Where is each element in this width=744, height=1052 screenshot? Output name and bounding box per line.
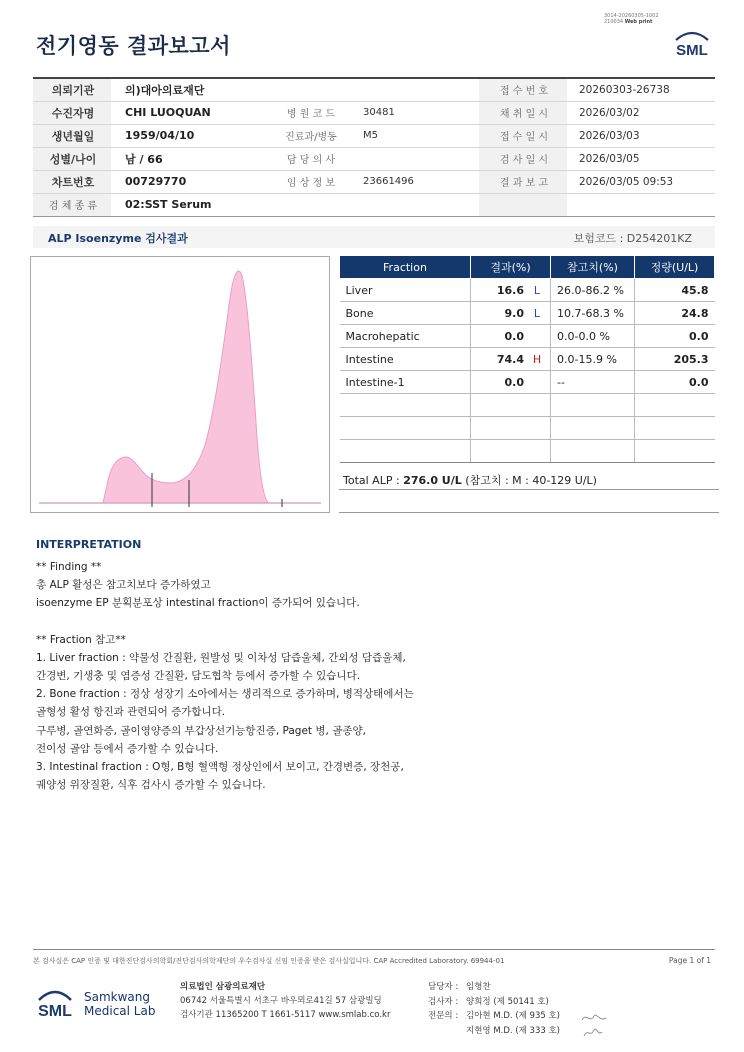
- fraction-name: Intestine: [340, 348, 471, 371]
- interpretation-line: 골형성 활성 항진과 관련되어 증가합니다.: [36, 706, 226, 719]
- info-label: 차트번호: [33, 170, 111, 193]
- info-value-3: [567, 193, 715, 216]
- info-row: [33, 170, 715, 193]
- info-label-3: [479, 193, 567, 216]
- fraction-reference: [551, 394, 635, 417]
- staff-role: 검사자 :: [428, 996, 459, 1007]
- table-row: [340, 279, 715, 302]
- info-label-2: 진료과/병동: [267, 124, 353, 147]
- interpretation-line: 궤양성 위장질환, 식후 검사시 증가할 수 있습니다.: [36, 779, 266, 792]
- total-alp: [343, 472, 597, 488]
- info-value-3: 2026/03/02: [567, 101, 715, 124]
- interpretation-line: 2. Bone fraction : 정상 성장기 소아에서는 생리적으로 증가하며, 병적상태에서는: [36, 688, 414, 701]
- lab-brand: [84, 990, 155, 1018]
- info-value-2: [353, 147, 479, 170]
- fraction-result: [471, 440, 551, 463]
- fraction-quantity: [635, 394, 715, 417]
- fraction-reference: [551, 440, 635, 463]
- result-value: 16.6: [496, 283, 524, 297]
- info-row: [33, 78, 715, 101]
- fraction-reference: 10.7-68.3 %: [551, 302, 635, 325]
- org-info: [180, 980, 390, 1022]
- info-value-2: [353, 193, 479, 216]
- info-label-2: [267, 78, 353, 101]
- patient-info-table: [33, 77, 715, 217]
- info-value-2: M5: [353, 124, 479, 147]
- fraction-result: [471, 279, 551, 302]
- info-label-3: 검 사 일 시: [479, 147, 567, 170]
- info-label: 생년월일: [33, 124, 111, 147]
- info-row: [33, 101, 715, 124]
- footer-divider: [33, 949, 715, 950]
- fraction-name: [340, 394, 471, 417]
- interpretation-line: ** Fraction 참고**: [36, 633, 126, 646]
- sml-logo-icon: [672, 28, 712, 60]
- result-value: 9.0: [504, 306, 524, 320]
- staff-role: 전문의 :: [428, 1011, 459, 1021]
- total-alp-label: Total ALP :: [343, 474, 404, 487]
- sml-footer-logo-icon: [36, 984, 74, 1022]
- fraction-name: [340, 440, 471, 463]
- fraction-result: [471, 325, 551, 348]
- info-row: [33, 147, 715, 170]
- total-alp-value: 276.0 U/L: [403, 474, 462, 487]
- fraction-quantity: 24.8: [635, 302, 715, 325]
- signature-icon: [580, 1010, 610, 1040]
- fraction-result: [471, 348, 551, 371]
- interpretation-title: INTERPRETATION: [36, 538, 142, 551]
- staff-name: 임형찬: [466, 982, 491, 992]
- insurance-code: 보험코드 : D254201KZ: [573, 232, 692, 245]
- total-divider: [339, 489, 719, 490]
- interpretation-line: ** Finding **: [36, 561, 102, 573]
- fraction-reference: [551, 417, 635, 440]
- result-flag: L: [533, 306, 541, 320]
- org-contact: 검사기관 11365200 T 1661-5117 www.smlab.co.kr: [180, 1010, 391, 1020]
- info-label: 수진자명: [33, 101, 111, 124]
- fraction-result: [471, 417, 551, 440]
- densitogram-svg: [31, 257, 331, 514]
- fraction-reference: 0.0-0.0 %: [551, 325, 635, 348]
- info-value-3: 2026/03/03: [567, 124, 715, 147]
- result-value: 0.0: [504, 375, 524, 389]
- result-flag: H: [532, 352, 542, 366]
- interpretation-line: 전이성 골암 등에서 증가할 수 있습니다.: [36, 742, 219, 755]
- table-row: [340, 371, 715, 394]
- table-row: [340, 348, 715, 371]
- staff-list: [428, 980, 560, 1038]
- staff-name: 지현영 M.D. (제 333 호): [466, 1025, 561, 1036]
- info-label-2: 임 상 정 보: [267, 170, 353, 193]
- header-result: 결과(%): [471, 256, 551, 279]
- interpretation-line: isoenzyme EP 분획분포상 intestinal fraction이 증가되어 있습니다.: [36, 597, 360, 610]
- info-value-3: 20260303-26738: [567, 78, 715, 101]
- fraction-result: [471, 371, 551, 394]
- section-title: ALP Isoenzyme 검사결과: [48, 232, 188, 245]
- result-flag: L: [533, 283, 541, 297]
- info-value: 02:SST Serum: [111, 193, 267, 216]
- info-value: CHI LUOQUAN: [111, 101, 267, 124]
- info-value-2: [353, 78, 479, 101]
- brand-line1: Samkwang: [84, 990, 150, 1004]
- fraction-name: Macrohepatic: [340, 325, 471, 348]
- table-row: [340, 394, 715, 417]
- info-row: [33, 124, 715, 147]
- fraction-quantity: 0.0: [635, 371, 715, 394]
- fraction-name: [340, 417, 471, 440]
- fraction-reference: 26.0-86.2 %: [551, 279, 635, 302]
- table-row: [340, 440, 715, 463]
- table-row: [340, 325, 715, 348]
- fraction-name: Liver: [340, 279, 471, 302]
- fraction-quantity: 0.0: [635, 325, 715, 348]
- result-value: 74.4: [496, 352, 524, 366]
- staff-row: [428, 980, 560, 995]
- table-row: [340, 417, 715, 440]
- print-code-line2: 210034: [604, 19, 624, 25]
- report-title: 전기영동 결과보고서: [36, 34, 231, 58]
- info-label-2: 담 당 의 사: [267, 147, 353, 170]
- page-number: Page 1 of 1: [668, 956, 711, 965]
- result-value: 0.0: [504, 329, 524, 343]
- staff-role: 담당자 :: [428, 982, 459, 992]
- electrophoresis-chart: [30, 256, 330, 513]
- fraction-name: Intestine-1: [340, 371, 471, 394]
- info-label: 검 체 종 류: [33, 193, 111, 216]
- interpretation-line: [36, 613, 414, 631]
- fraction-quantity: 205.3: [635, 348, 715, 371]
- print-code-web: Web print: [624, 19, 653, 25]
- info-label-2: 병 원 코 드: [267, 101, 353, 124]
- fraction-reference: 0.0-15.9 %: [551, 348, 635, 371]
- print-code-line1: 3014-20260305-1002: [604, 13, 659, 19]
- info-value-2: 30481: [353, 101, 479, 124]
- sml-logo-text: SML: [676, 42, 708, 59]
- accreditation-note: 본 검사실은 CAP 인증 및 대한진단검사의학회/진단검사의학재단의 우수검사실 신임 인증을 받은 검사실입니다. CAP Accredited Laboratory. 69944-01: [33, 957, 505, 965]
- org-name: 의료법인 삼광의료재단: [180, 982, 266, 992]
- info-label-2: [267, 193, 353, 216]
- info-label-3: 결 과 보 고: [479, 170, 567, 193]
- staff-row: [428, 1009, 560, 1024]
- staff-name: 양희정 (제 50141 호): [466, 996, 549, 1007]
- interpretation-line: 3. Intestinal fraction : O형, B형 혈액형 정상인에서 보이고, 간경변증, 장천공,: [36, 761, 404, 774]
- staff-row: [428, 995, 560, 1010]
- info-label-3: 접 수 일 시: [479, 124, 567, 147]
- section-divider: [339, 512, 719, 513]
- info-value-3: 2026/03/05: [567, 147, 715, 170]
- header-reference: 참고치(%): [551, 256, 635, 279]
- interpretation-line: 1. Liver fraction : 약물성 간질환, 원발성 및 이차성 담즙울체, 간외성 담즙울체,: [36, 651, 406, 664]
- staff-name: 김아현 M.D. (제 935 호): [466, 1011, 561, 1021]
- interpretation-line: 총 ALP 활성은 참고치보다 증가하였고: [36, 579, 211, 592]
- info-label-3: 접 수 번 호: [479, 78, 567, 101]
- info-value-3: 2026/03/05 09:53: [567, 170, 715, 193]
- info-value: 1959/04/10: [111, 124, 267, 147]
- fraction-quantity: [635, 417, 715, 440]
- print-code: [604, 13, 659, 25]
- fraction-result: [471, 302, 551, 325]
- fraction-reference: --: [551, 371, 635, 394]
- interpretation-line: 구루병, 골연화증, 골이영양증의 부갑상선기능항진증, Paget 병, 골종양,: [36, 724, 366, 737]
- interpretation-text: [36, 558, 414, 794]
- staff-row: [428, 1024, 560, 1039]
- header-fraction: Fraction: [340, 256, 471, 279]
- sml-footer-logo-text: SML: [38, 1003, 72, 1020]
- fraction-result-table: [339, 255, 715, 463]
- info-row: [33, 193, 715, 216]
- brand-line2: Medical Lab: [84, 1004, 156, 1018]
- fraction-result: [471, 394, 551, 417]
- table-row: [340, 302, 715, 325]
- interpretation-line: 간경변, 기생충 및 염증성 간질환, 담도협착 등에서 증가할 수 있습니다.: [36, 670, 361, 683]
- fraction-name: Bone: [340, 302, 471, 325]
- info-label: 성별/나이: [33, 147, 111, 170]
- total-alp-reference: (참고치 : M : 40-129 U/L): [461, 474, 597, 487]
- info-value: 의)대아의료재단: [111, 78, 267, 101]
- info-value-2: 23661496: [353, 170, 479, 193]
- info-label: 의뢰기관: [33, 78, 111, 101]
- info-label-3: 채 취 일 시: [479, 101, 567, 124]
- org-address: 06742 서울특별시 서초구 바우뫼로41길 57 삼광빌딩: [180, 996, 382, 1006]
- fraction-quantity: 45.8: [635, 279, 715, 302]
- info-value: 00729770: [111, 170, 267, 193]
- header-quantity: 정량(U/L): [635, 256, 715, 279]
- densitogram-curve: [103, 271, 269, 503]
- info-value: 남 / 66: [111, 147, 267, 170]
- fraction-quantity: [635, 440, 715, 463]
